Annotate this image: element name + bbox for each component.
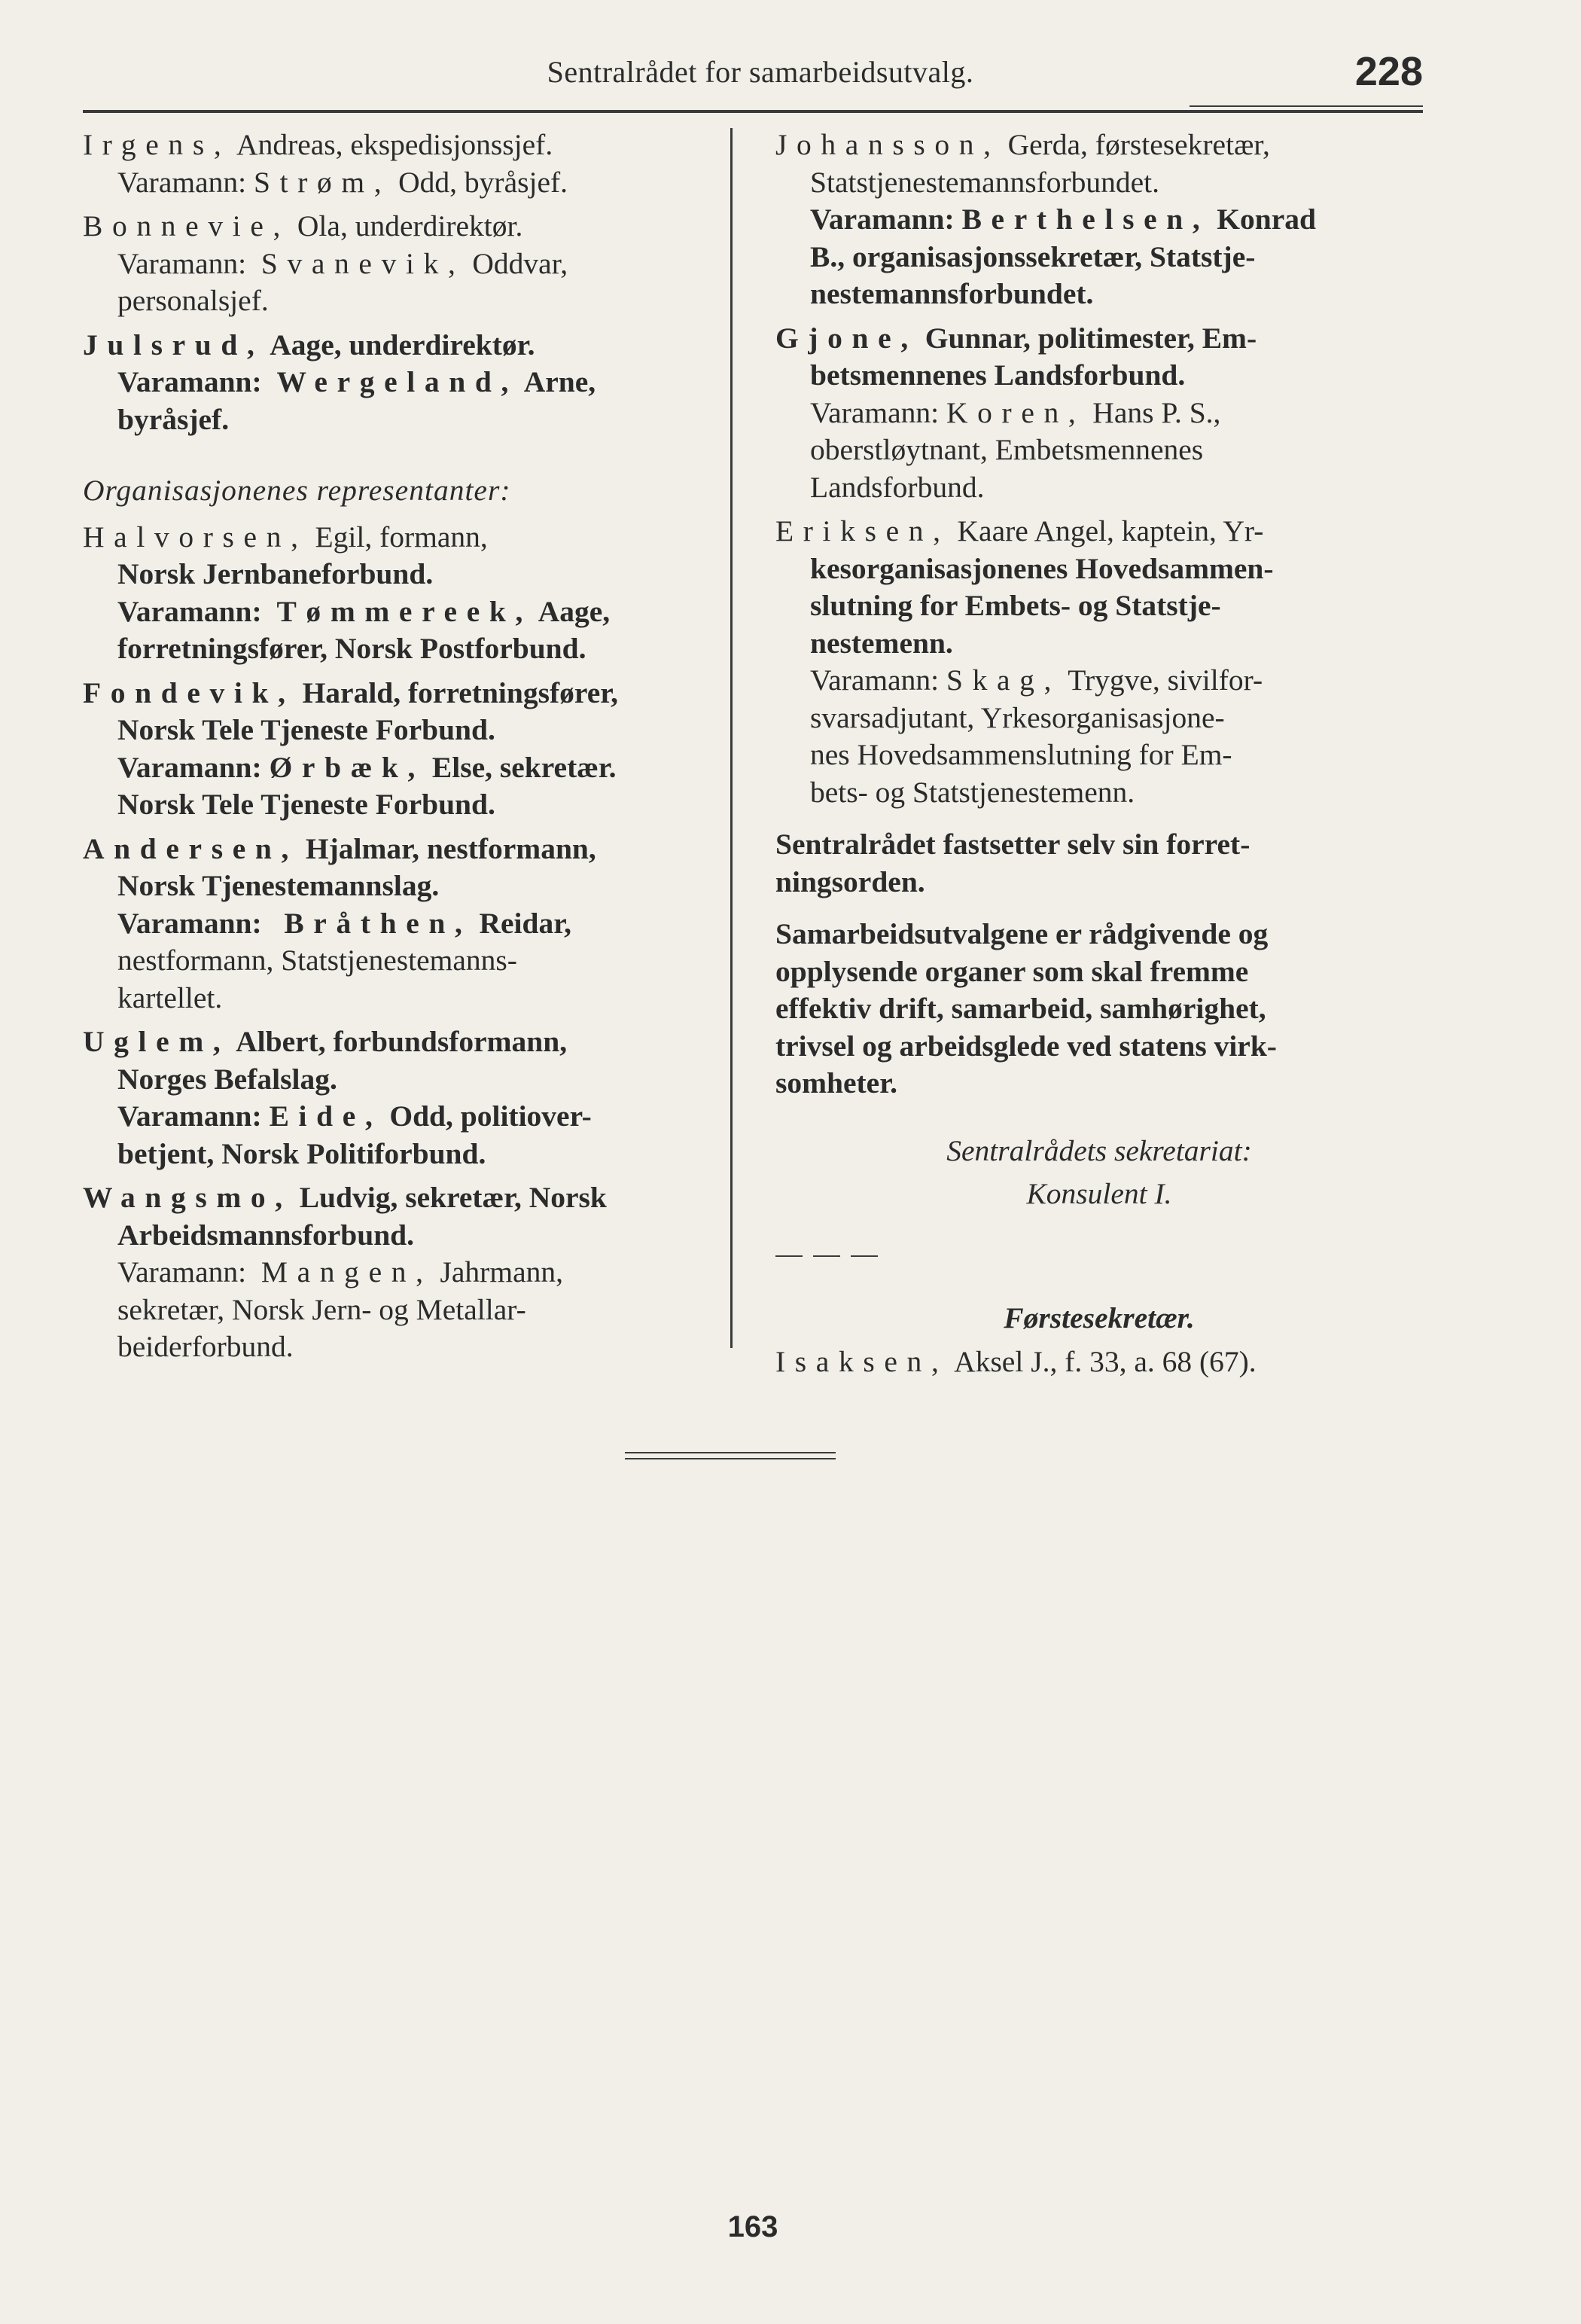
member-entry: Halvorsen, Egil, formann, Norsk Jernbaneforbund. Varamann: Tømmereek, Aage, forretningsfører, Norsk Postforbund.	[83, 520, 611, 665]
right-column	[775, 127, 1423, 1380]
end-rule	[625, 1452, 836, 1453]
paragraph-purpose: Samarbeidsutvalgene er rådgivende og opplysende organer som skal fremme effektiv drift, samarbeid, samhørighet, trivsel og arbeidsglede ved statens virk- somheter.	[775, 917, 1277, 1099]
member-entry: Fondevik, Harald, forretningsfører, Norsk Tele Tjeneste Forbund. Varamann: Ørbæk, Else, sekretær. Norsk Tele Tjeneste Forbund.	[83, 676, 619, 821]
secretariat-heading: Sentralrådets sekretariat:	[946, 1133, 1252, 1167]
member-entry: Julsrud, Aage, underdirektør. Varamann: Wergeland, Arne, byråsjef.	[83, 328, 596, 436]
member-entry: Eriksen, Kaare Angel, kaptein, Yr- kesorganisasjonenes Hovedsammen- slutning for Embets- og Statstje- nestemenn. Varamann: Skag, Trygve, sivilfor- svarsadjutant, Yrkesorganisasjone- nes Hovedsammenslutning for Em- bets- og Statstjenestemenn.	[775, 514, 1274, 809]
vacancy-dashes	[775, 1236, 1423, 1273]
member-entry: Gjone, Gunnar, politimester, Em- betsmennenes Landsforbund. Varamann: Koren, Hans P. S., oberstløytnant, Embetsmennenes Landsforbund.	[775, 321, 1257, 504]
footer-page-number: 163	[727, 2210, 778, 2243]
left-column	[83, 127, 719, 1373]
section-heading: Organisasjonenes representanter:	[83, 474, 511, 507]
first-secretary-entry: Isaksen, Aksel J., f. 33, a. 68 (67).	[775, 1344, 1257, 1378]
column-divider	[730, 128, 733, 1348]
member-entry: Wangsmo, Ludvig, sekretær, Norsk Arbeidsmannsforbund. Varamann: Mangen, Jahrmann, sekretær, Norsk Jern- og Metallar- beiderforbund.	[83, 1181, 607, 1363]
running-header-title: Sentralrådet for samarbeidsutvalg.	[547, 55, 974, 89]
header-rule	[83, 110, 1423, 113]
consultant-line: Konsulent I.	[1026, 1177, 1172, 1210]
first-secretary-heading: Førstesekretær.	[1004, 1301, 1195, 1334]
header-rule-accent	[1190, 105, 1423, 107]
member-entry: Irgens, Andreas, ekspedisjonssjef. Varamann: Strøm, Odd, byråsjef.	[83, 128, 568, 199]
member-entry: Bonnevie, Ola, underdirektør. Varamann: Svanevik, Oddvar, personalsjef.	[83, 209, 568, 317]
page-number: 228	[1354, 49, 1423, 94]
member-entry: Uglem, Albert, forbundsformann, Norges Befalslag. Varamann: Eide, Odd, politiover- betjent, Norsk Politiforbund.	[83, 1025, 592, 1170]
end-rule	[625, 1458, 836, 1459]
member-entry: Andersen, Hjalmar, nestformann, Norsk Tjenestemannslag. Varamann: Bråthen, Reidar, nestformann, Statstjenestemanns- kartellet.	[83, 831, 596, 1014]
paragraph-rules-of-procedure: Sentralrådet fastsetter selv sin forret- ningsorden.	[775, 828, 1250, 898]
member-entry: Johansson, Gerda, førstesekretær, Statstjenestemannsforbundet. Varamann: Berthelsen, Konrad B., organisasjonssekretær, Statstje- nestemannsforbundet.	[775, 128, 1316, 310]
